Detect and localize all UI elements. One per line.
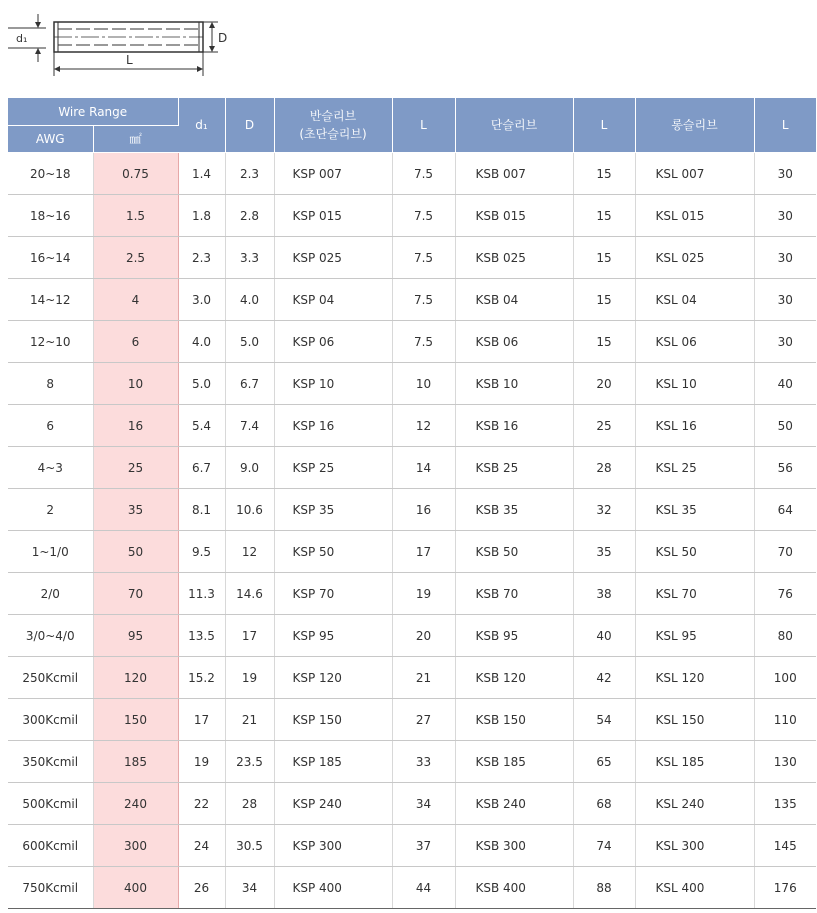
ksb-length-cell: 15 [573,153,635,195]
ksp-length-cell: 10 [392,363,455,405]
table-row [8,531,816,573]
ksb-length-cell: 68 [573,783,635,825]
ksp-length-cell: 27 [392,699,455,741]
ksl-part-cell: KSL 150 [635,699,754,741]
awg-cell: 8 [8,363,93,405]
awg-cell: 600Kcmil [8,825,93,867]
awg-cell: 3/0~4/0 [8,615,93,657]
ksp-length-cell: 7.5 [392,195,455,237]
mm2-cell: 185 [93,741,178,783]
ksb-part-cell: KSB 25 [455,447,573,489]
ksl-part-cell: KSL 120 [635,657,754,699]
awg-cell: 2 [8,489,93,531]
ksp-length-cell: 44 [392,867,455,909]
ksl-length-cell: 56 [754,447,816,489]
table-row [8,741,816,783]
ksb-part-cell: KSB 10 [455,363,573,405]
table-row [8,615,816,657]
d1-cell: 26 [178,867,225,909]
awg-cell: 250Kcmil [8,657,93,699]
d1-header: d₁ [178,98,225,153]
D-cell: 30.5 [225,825,274,867]
D-cell: 7.4 [225,405,274,447]
ksp-part-cell: KSP 150 [274,699,392,741]
ksb-length-cell: 74 [573,825,635,867]
d1-cell: 5.0 [178,363,225,405]
ksb-length-cell: 35 [573,531,635,573]
ksp-part-cell: KSP 70 [274,573,392,615]
d1-cell: 13.5 [178,615,225,657]
table-row [8,405,816,447]
ksb-length-cell: 15 [573,237,635,279]
ksl-part-cell: KSL 300 [635,825,754,867]
table-row [8,237,816,279]
ksl-part-cell: KSL 025 [635,237,754,279]
ksp-part-cell: KSP 16 [274,405,392,447]
ksb-part-cell: KSB 95 [455,615,573,657]
ksl-part-cell: KSL 10 [635,363,754,405]
ksp-length-cell: 7.5 [392,279,455,321]
ksl-length-cell: 100 [754,657,816,699]
ksl-length-cell: 30 [754,237,816,279]
ksb-length-cell: 15 [573,321,635,363]
awg-cell: 18~16 [8,195,93,237]
mm2-cell: 400 [93,867,178,909]
ksl-part-cell: KSL 50 [635,531,754,573]
d1-cell: 3.0 [178,279,225,321]
d1-cell: 22 [178,783,225,825]
D-cell: 3.3 [225,237,274,279]
ksp-header [274,98,392,153]
ksl-part-cell: KSL 16 [635,405,754,447]
mm2-cell: 2.5 [93,237,178,279]
ksb-length-cell: 42 [573,657,635,699]
mm2-header: ㎟ [93,126,178,153]
ksp-length-cell: 16 [392,489,455,531]
ksp-length-cell: 19 [392,573,455,615]
ksp-part-cell: KSP 240 [274,783,392,825]
ksp-length-cell: 20 [392,615,455,657]
sleeve-dimension-diagram [0,0,240,90]
ksl-length-cell: 40 [754,363,816,405]
D-header: D [225,98,274,153]
awg-cell: 300Kcmil [8,699,93,741]
ksp-part-cell: KSP 95 [274,615,392,657]
ksp-part-cell: KSP 015 [274,195,392,237]
table-row [8,195,816,237]
d1-cell: 15.2 [178,657,225,699]
d1-cell: 6.7 [178,447,225,489]
ksl-part-cell: KSL 35 [635,489,754,531]
ksp-part-cell: KSP 10 [274,363,392,405]
ksb-part-cell: KSB 300 [455,825,573,867]
table-row [8,573,816,615]
mm2-cell: 6 [93,321,178,363]
ksl-length-cell: 80 [754,615,816,657]
L2-header: L [573,98,635,153]
D-cell: 6.7 [225,363,274,405]
ksb-part-cell: KSB 400 [455,867,573,909]
ksp-part-cell: KSP 400 [274,867,392,909]
awg-cell: 16~14 [8,237,93,279]
mm2-cell: 4 [93,279,178,321]
d1-label: d₁ [16,32,28,45]
ksl-length-cell: 30 [754,321,816,363]
table-row [8,447,816,489]
ksb-length-cell: 65 [573,741,635,783]
d1-cell: 1.4 [178,153,225,195]
ksl-part-cell: KSL 400 [635,867,754,909]
mm2-cell: 120 [93,657,178,699]
ksp-part-cell: KSP 35 [274,489,392,531]
ksl-length-cell: 176 [754,867,816,909]
mm2-cell: 150 [93,699,178,741]
table-row [8,657,816,699]
mm2-cell: 1.5 [93,195,178,237]
ksb-part-cell: KSB 240 [455,783,573,825]
ksb-part-cell: KSB 35 [455,489,573,531]
ksb-part-cell: KSB 50 [455,531,573,573]
D-cell: 34 [225,867,274,909]
ksb-length-cell: 40 [573,615,635,657]
ksl-length-cell: 76 [754,573,816,615]
L1-header: L [392,98,455,153]
D-label: D [218,31,228,45]
ksb-part-cell: KSB 015 [455,195,573,237]
ksp-part-cell: KSP 04 [274,279,392,321]
ksb-length-cell: 20 [573,363,635,405]
ksl-part-cell: KSL 007 [635,153,754,195]
ksb-part-cell: KSB 150 [455,699,573,741]
D-cell: 2.8 [225,195,274,237]
D-cell: 19 [225,657,274,699]
table-row [8,279,816,321]
ksp-part-cell: KSP 007 [274,153,392,195]
d1-cell: 24 [178,825,225,867]
ksl-part-cell: KSL 185 [635,741,754,783]
ksb-length-cell: 54 [573,699,635,741]
d1-cell: 11.3 [178,573,225,615]
ksb-length-cell: 25 [573,405,635,447]
awg-cell: 1~1/0 [8,531,93,573]
ksl-length-cell: 110 [754,699,816,741]
D-cell: 10.6 [225,489,274,531]
table-row [8,783,816,825]
table-row [8,699,816,741]
ksp-length-cell: 7.5 [392,237,455,279]
mm2-cell: 16 [93,405,178,447]
D-cell: 28 [225,783,274,825]
awg-cell: 6 [8,405,93,447]
d1-cell: 17 [178,699,225,741]
ksl-length-cell: 30 [754,153,816,195]
table-row [8,321,816,363]
ksp-part-cell: KSP 120 [274,657,392,699]
mm2-cell: 50 [93,531,178,573]
table-row [8,825,816,867]
ksl-header: 롱슬리브 [635,98,754,153]
ksl-length-cell: 30 [754,279,816,321]
mm2-cell: 95 [93,615,178,657]
ksb-length-cell: 32 [573,489,635,531]
mm2-cell: 10 [93,363,178,405]
sleeve-spec-table [8,98,816,909]
spec-table-body [8,153,816,909]
ksp-length-cell: 37 [392,825,455,867]
L3-header: L [754,98,816,153]
awg-cell: 12~10 [8,321,93,363]
ksl-part-cell: KSL 25 [635,447,754,489]
d1-cell: 1.8 [178,195,225,237]
awg-cell: 14~12 [8,279,93,321]
d1-cell: 4.0 [178,321,225,363]
table-row [8,867,816,909]
wire-range-header: Wire Range [8,98,178,126]
awg-cell: 2/0 [8,573,93,615]
mm2-cell: 35 [93,489,178,531]
ksb-part-cell: KSB 025 [455,237,573,279]
ksb-length-cell: 15 [573,279,635,321]
mm2-cell: 300 [93,825,178,867]
D-cell: 4.0 [225,279,274,321]
ksb-part-cell: KSB 16 [455,405,573,447]
ksp-part-cell: KSP 300 [274,825,392,867]
awg-cell: 20~18 [8,153,93,195]
ksb-length-cell: 88 [573,867,635,909]
ksl-length-cell: 64 [754,489,816,531]
d1-cell: 8.1 [178,489,225,531]
ksp-length-cell: 17 [392,531,455,573]
ksl-part-cell: KSL 015 [635,195,754,237]
ksl-part-cell: KSL 06 [635,321,754,363]
ksb-part-cell: KSB 007 [455,153,573,195]
table-row [8,489,816,531]
ksb-part-cell: KSB 120 [455,657,573,699]
ksl-part-cell: KSL 04 [635,279,754,321]
ksl-length-cell: 145 [754,825,816,867]
ksp-header-subtitle: (초단슬리브) [299,127,367,141]
ksl-part-cell: KSL 240 [635,783,754,825]
ksp-part-cell: KSP 50 [274,531,392,573]
ksb-length-cell: 28 [573,447,635,489]
d1-cell: 5.4 [178,405,225,447]
mm2-cell: 0.75 [93,153,178,195]
awg-cell: 500Kcmil [8,783,93,825]
ksl-part-cell: KSL 70 [635,573,754,615]
ksp-length-cell: 14 [392,447,455,489]
ksl-length-cell: 50 [754,405,816,447]
awg-header: AWG [8,126,93,153]
ksb-header: 단슬리브 [455,98,573,153]
ksl-part-cell: KSL 95 [635,615,754,657]
D-cell: 17 [225,615,274,657]
mm2-cell: 25 [93,447,178,489]
ksp-length-cell: 7.5 [392,321,455,363]
table-row [8,363,816,405]
D-cell: 9.0 [225,447,274,489]
d1-cell: 2.3 [178,237,225,279]
d1-cell: 19 [178,741,225,783]
ksp-length-cell: 12 [392,405,455,447]
L-label: L [126,53,133,67]
ksp-length-cell: 34 [392,783,455,825]
ksb-length-cell: 38 [573,573,635,615]
D-cell: 23.5 [225,741,274,783]
ksp-length-cell: 7.5 [392,153,455,195]
d1-cell: 9.5 [178,531,225,573]
mm2-cell: 240 [93,783,178,825]
ksp-part-cell: KSP 06 [274,321,392,363]
awg-cell: 4~3 [8,447,93,489]
ksl-length-cell: 130 [754,741,816,783]
ksp-part-cell: KSP 025 [274,237,392,279]
D-cell: 12 [225,531,274,573]
ksl-length-cell: 70 [754,531,816,573]
ksp-part-cell: KSP 185 [274,741,392,783]
D-cell: 14.6 [225,573,274,615]
D-cell: 2.3 [225,153,274,195]
table-row [8,153,816,195]
ksb-part-cell: KSB 70 [455,573,573,615]
awg-cell: 350Kcmil [8,741,93,783]
ksb-part-cell: KSB 185 [455,741,573,783]
ksb-part-cell: KSB 04 [455,279,573,321]
ksp-part-cell: KSP 25 [274,447,392,489]
ksl-length-cell: 135 [754,783,816,825]
ksp-header-title: 반슬리브 [309,109,357,123]
ksl-length-cell: 30 [754,195,816,237]
ksb-length-cell: 15 [573,195,635,237]
mm2-cell: 70 [93,573,178,615]
ksp-length-cell: 21 [392,657,455,699]
ksp-length-cell: 33 [392,741,455,783]
awg-cell: 750Kcmil [8,867,93,909]
ksb-part-cell: KSB 06 [455,321,573,363]
D-cell: 21 [225,699,274,741]
D-cell: 5.0 [225,321,274,363]
